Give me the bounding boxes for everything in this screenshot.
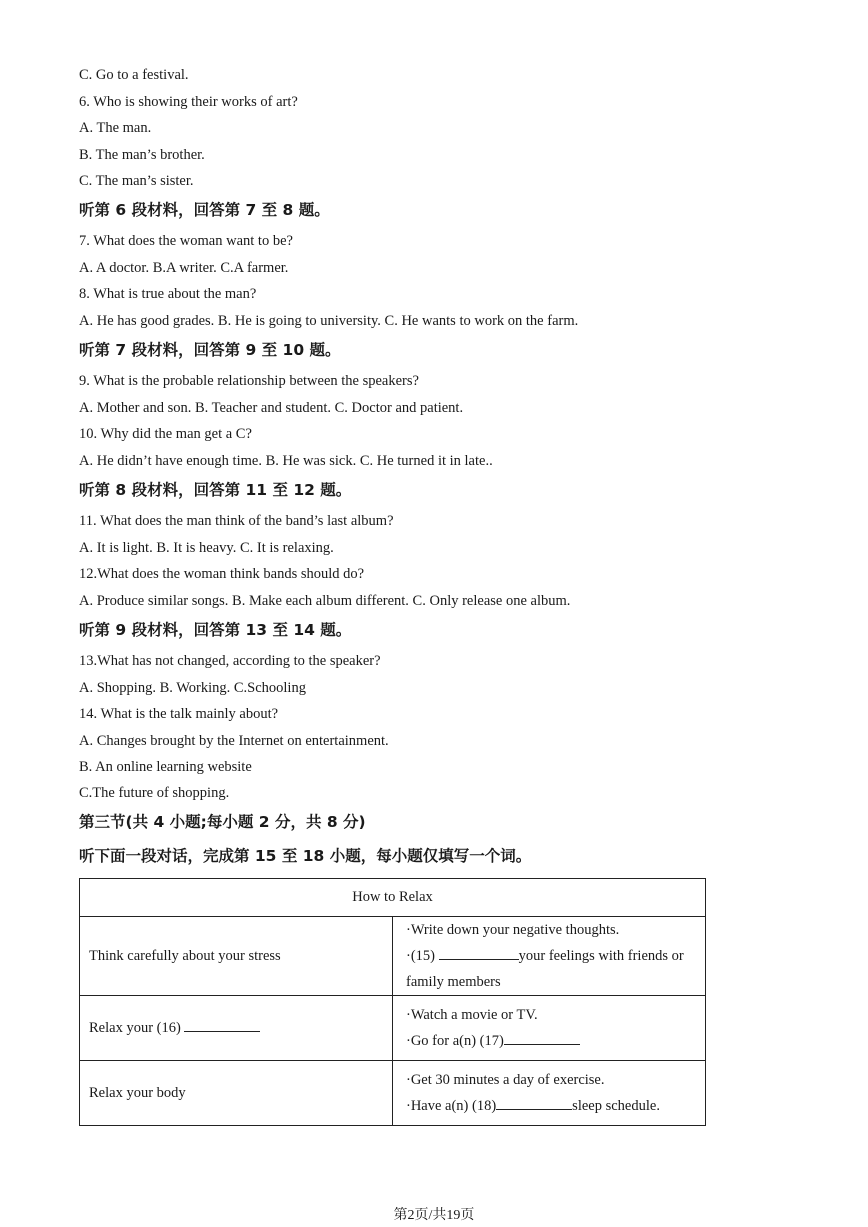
question-text: 14. What is the talk mainly about? <box>79 706 279 722</box>
table-cell-content <box>393 917 706 996</box>
section-instruction: 听第 9 段材料，回答第 13 至 14 题。 <box>79 621 352 639</box>
item-prefix: ·Go for a(n) (17) <box>406 1033 504 1049</box>
table-item <box>406 1093 696 1119</box>
item-suffix: your feelings with friends or family members <box>406 948 684 990</box>
table-cell-label: Relax your body <box>80 1061 393 1126</box>
table-title: How to Relax <box>80 879 706 917</box>
table-item: ·Get 30 minutes a day of exercise. <box>406 1072 605 1088</box>
option-text: A. Shopping. B. Working. C.Schooling <box>79 680 306 696</box>
option-text: A. Produce similar songs. B. Make each album different. C. Only release one album. <box>79 593 571 609</box>
answer-blank-15[interactable] <box>439 947 519 960</box>
section-heading: 第三节(共 4 小题;每小题 2 分，共 8 分) <box>79 813 366 831</box>
how-to-relax-table <box>79 878 706 1126</box>
option-text: C. Go to a festival. <box>79 67 189 83</box>
item-prefix: ·Have a(n) (18) <box>406 1098 497 1114</box>
table-row <box>80 996 706 1061</box>
table-cell-label: Think carefully about your stress <box>80 917 393 996</box>
question-text: 8. What is true about the man? <box>79 286 257 302</box>
label-text: Relax your (16) <box>89 1020 185 1036</box>
item-suffix: sleep schedule. <box>572 1098 660 1114</box>
question-text: 7. What does the woman want to be? <box>79 233 293 249</box>
question-text: 13.What has not changed, according to the speaker? <box>79 653 381 669</box>
option-text: B. An online learning website <box>79 759 252 775</box>
option-text: A. He didn’t have enough time. B. He was sick. C. He turned it in late.. <box>79 453 493 469</box>
option-text: A. It is light. B. It is heavy. C. It is relaxing. <box>79 540 334 556</box>
question-text: 9. What is the probable relationship between the speakers? <box>79 373 419 389</box>
option-text: B. The man’s brother. <box>79 147 205 163</box>
option-text: C. The man’s sister. <box>79 173 194 189</box>
option-text: A. Mother and son. B. Teacher and student. C. Doctor and patient. <box>79 400 464 416</box>
table-item <box>406 943 696 995</box>
answer-blank-16[interactable] <box>184 1019 260 1032</box>
table-title-row <box>80 879 706 917</box>
answer-blank-17[interactable] <box>504 1032 580 1045</box>
table-cell-label <box>80 996 393 1061</box>
table-row <box>80 917 706 996</box>
section-instruction: 听第 7 段材料，回答第 9 至 10 题。 <box>79 341 341 359</box>
section-instruction: 听第 6 段材料，回答第 7 至 8 题。 <box>79 201 330 219</box>
table-item: ·Watch a movie or TV. <box>406 1007 538 1023</box>
table-item: ·Write down your negative thoughts. <box>406 922 620 938</box>
table-cell-content <box>393 1061 706 1126</box>
table-row <box>80 1061 706 1126</box>
option-text: A. Changes brought by the Internet on entertainment. <box>79 733 389 749</box>
answer-blank-18[interactable] <box>496 1097 572 1110</box>
question-text: 11. What does the man think of the band’s last album? <box>79 513 394 529</box>
table-item <box>406 1028 696 1054</box>
item-prefix: ·(15) <box>406 948 439 964</box>
option-text: C.The future of shopping. <box>79 785 230 801</box>
option-text: A. A doctor. B.A writer. C.A farmer. <box>79 260 289 276</box>
question-text: 10. Why did the man get a C? <box>79 426 252 442</box>
option-text: A. He has good grades. B. He is going to university. C. He wants to work on the farm. <box>79 313 579 329</box>
question-text: 12.What does the woman think bands should do? <box>79 566 365 582</box>
page-number: 第2页/共19页 <box>393 1208 475 1223</box>
section-instruction: 听下面一段对话，完成第 15 至 18 小题，每小题仅填写一个词。 <box>79 847 532 865</box>
section-instruction: 听第 8 段材料，回答第 11 至 12 题。 <box>79 481 352 499</box>
question-text: 6. Who is showing their works of art? <box>79 94 298 110</box>
option-text: A. The man. <box>79 120 152 136</box>
table-cell-content <box>393 996 706 1061</box>
